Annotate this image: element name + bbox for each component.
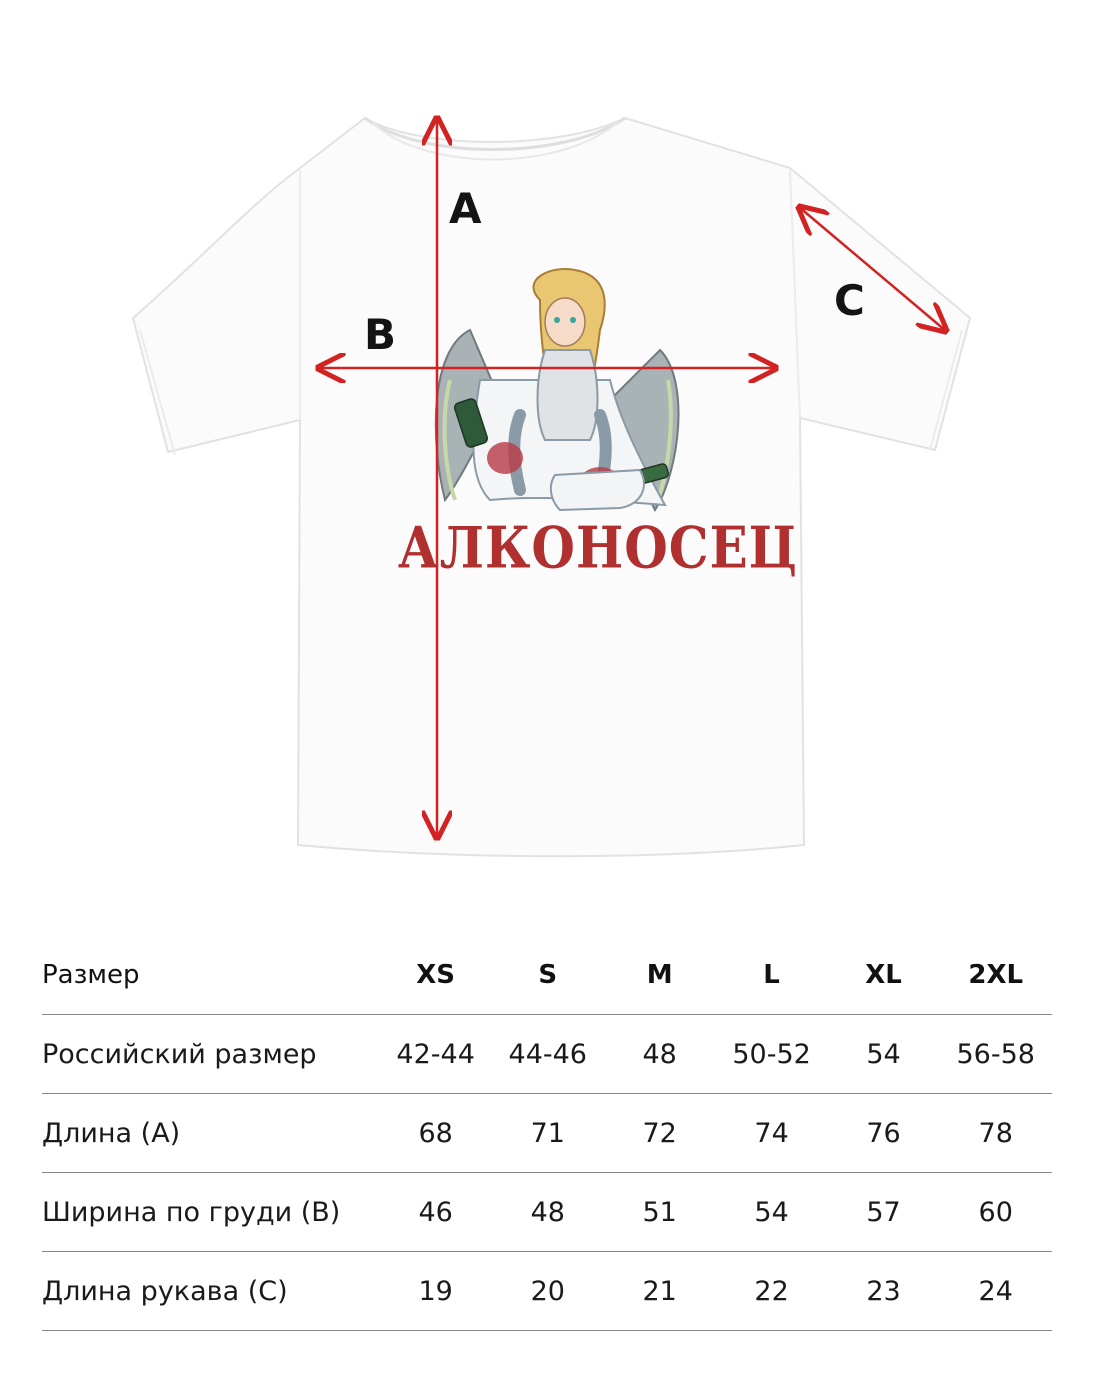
table-cell: 57 [828,1173,940,1252]
size-header-cell: XL [828,936,940,1015]
table-row [42,1252,1052,1331]
table-cell: 46 [380,1173,492,1252]
print-title: АЛКОНОСЕЦ [398,513,798,582]
table-cell: 76 [828,1094,940,1173]
table-cell: 50-52 [716,1015,828,1094]
table-cell: 54 [716,1173,828,1252]
row-label: Длина рукава (C) [42,1252,380,1331]
label-b: B [364,310,397,359]
table-row [42,1015,1052,1094]
row-label: Ширина по груди (B) [42,1173,380,1252]
size-table [42,936,1052,1331]
size-header-cell: XS [380,936,492,1015]
table-cell: 21 [604,1252,716,1331]
label-c: C [834,276,865,325]
label-a: A [449,184,482,233]
table-cell: 74 [716,1094,828,1173]
table-cell: 23 [828,1252,940,1331]
table-cell: 24 [939,1252,1052,1331]
table-cell: 48 [604,1015,716,1094]
table-cell: 68 [380,1094,492,1173]
table-cell: 20 [492,1252,604,1331]
table-cell: 78 [939,1094,1052,1173]
table-cell: 72 [604,1094,716,1173]
table-cell: 44-46 [492,1015,604,1094]
size-header-row [42,936,1052,1015]
row-label: Длина (A) [42,1094,380,1173]
row-label: Российский размер [42,1015,380,1094]
table-row [42,1094,1052,1173]
table-cell: 54 [828,1015,940,1094]
size-header-cell: L [716,936,828,1015]
size-header-label: Размер [42,936,380,1015]
table-cell: 51 [604,1173,716,1252]
table-cell: 71 [492,1094,604,1173]
table-cell: 56-58 [939,1015,1052,1094]
size-header-cell: M [604,936,716,1015]
size-header-cell: 2XL [939,936,1052,1015]
table-row [42,1173,1052,1252]
table-cell: 19 [380,1252,492,1331]
table-cell: 42-44 [380,1015,492,1094]
table-cell: 48 [492,1173,604,1252]
size-header-cell: S [492,936,604,1015]
table-cell: 22 [716,1252,828,1331]
table-cell: 60 [939,1173,1052,1252]
